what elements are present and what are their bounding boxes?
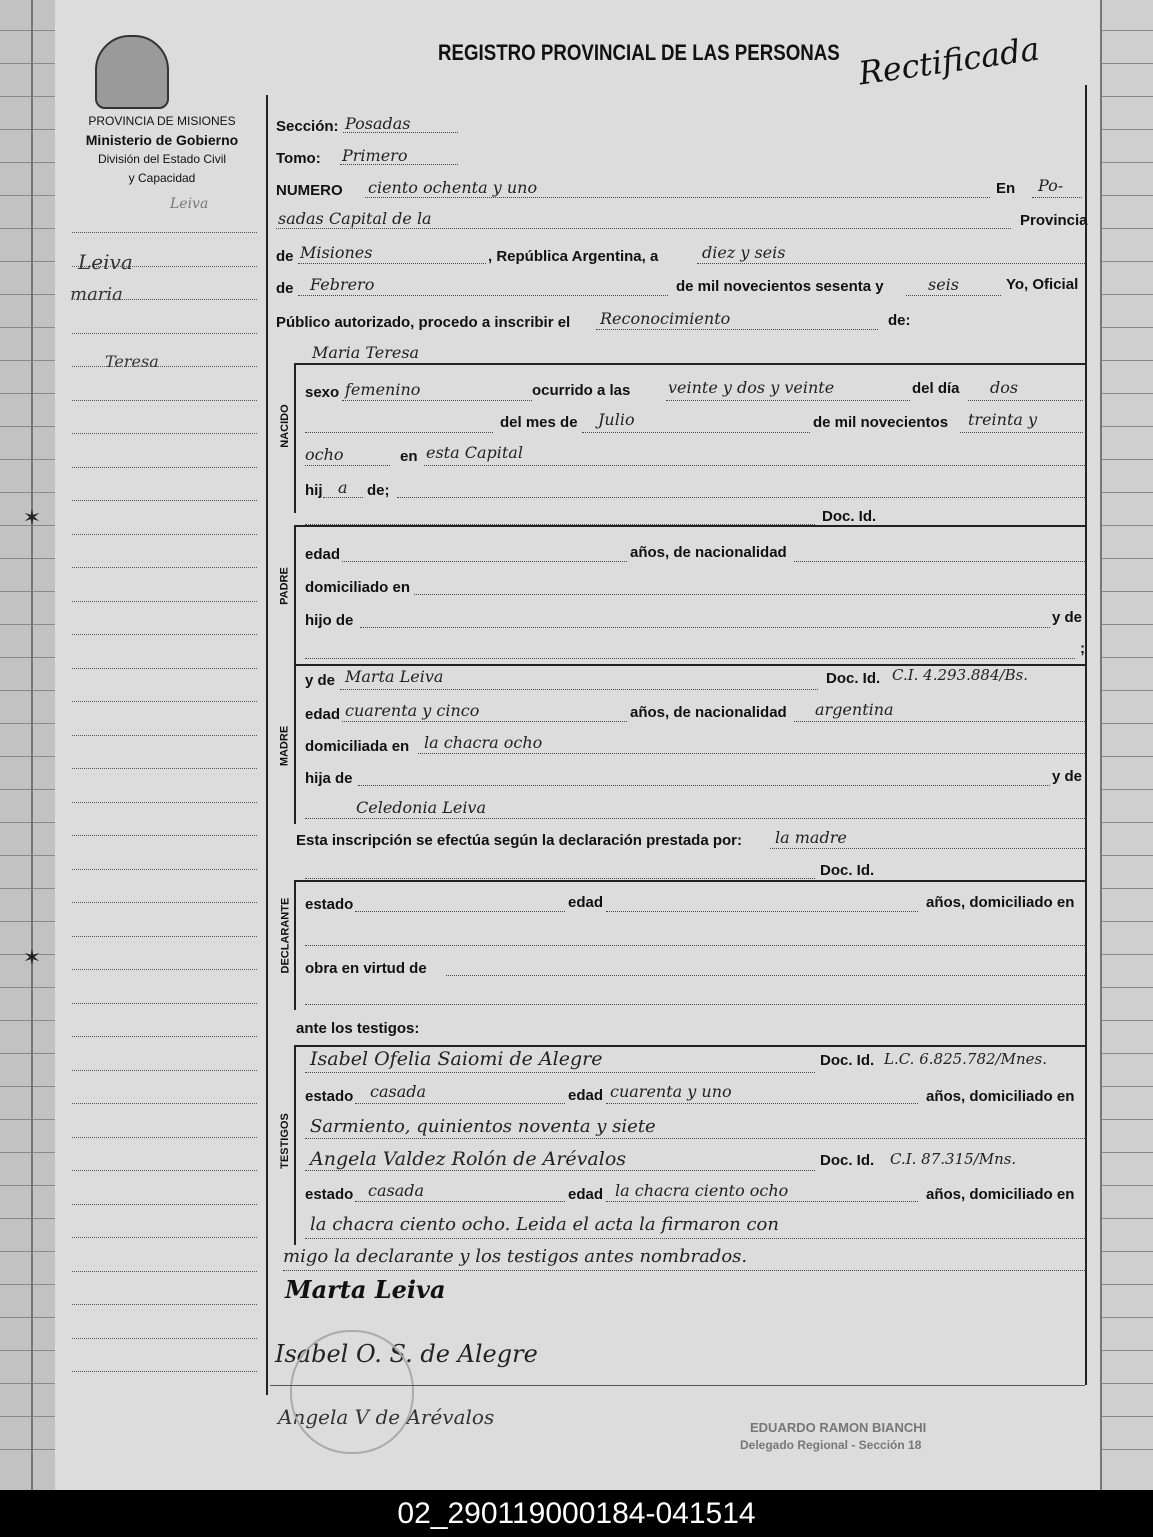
margin-ruled-line bbox=[72, 735, 257, 736]
cierre-linea2: migo la declarante y los testigos antes nombrados. bbox=[283, 1246, 748, 1267]
hijo-de-label: hijo de bbox=[305, 612, 354, 629]
margin-ruled-line bbox=[72, 668, 257, 669]
numero-label: NUMERO bbox=[276, 182, 343, 199]
madre-edad-value: cuarenta y cinco bbox=[345, 701, 480, 720]
margin-ruled-line bbox=[72, 433, 257, 434]
tomo-label: Tomo: bbox=[276, 150, 321, 167]
hij-label: hij bbox=[305, 482, 323, 499]
facing-page-ruled-line bbox=[1102, 195, 1153, 196]
margin-ruled-line bbox=[72, 601, 257, 602]
firma-testigo1: Isabel O. S. de Alegre bbox=[275, 1340, 538, 1368]
facing-page-ruled-line bbox=[1102, 888, 1153, 889]
margin-ruled-line bbox=[72, 869, 257, 870]
org-line: PROVINCIA DE MISIONES bbox=[88, 114, 236, 128]
facing-page-ruled-line bbox=[1102, 1449, 1153, 1450]
mil-nacido-label: de mil novecientos bbox=[813, 414, 949, 431]
margin-ruled-line bbox=[72, 802, 257, 803]
numero-value: ciento ochenta y uno bbox=[368, 178, 538, 197]
margin-ruled-line bbox=[72, 567, 257, 568]
testigo2-edad-value: la chacra ciento ocho bbox=[615, 1181, 789, 1200]
edad-testigo1-label: edad bbox=[568, 1087, 604, 1104]
margin-note: maria bbox=[70, 284, 123, 305]
facing-page-ruled-line bbox=[1102, 30, 1153, 31]
margin-ruled-line bbox=[72, 1204, 257, 1205]
margin-note: Teresa bbox=[105, 352, 159, 371]
testigo1-doc-value: L.C. 6.825.782/Mnes. bbox=[884, 1050, 1047, 1068]
right-page-edge bbox=[1100, 0, 1153, 1490]
column-divider bbox=[266, 95, 268, 1395]
seccion-testigos-label: TESTIGOS bbox=[279, 1113, 291, 1169]
facing-page-ruled-line bbox=[1102, 822, 1153, 823]
testigo2-doc-value: C.I. 87.315/Mns. bbox=[890, 1150, 1017, 1168]
provincia-label: Provincia bbox=[1020, 212, 1088, 229]
facing-page-ruled-line bbox=[1102, 954, 1153, 955]
provincial-seal-icon bbox=[95, 35, 169, 109]
margin-note: Leiva bbox=[170, 196, 209, 212]
margin-ruled-line bbox=[72, 1070, 257, 1071]
madre-domicilio-value: la chacra ocho bbox=[424, 733, 543, 752]
madre-nombre-value: Marta Leiva bbox=[345, 667, 444, 686]
sexo-label: sexo bbox=[305, 384, 340, 401]
facing-page-ruled-line bbox=[1102, 261, 1153, 262]
facing-page-ruled-line bbox=[1102, 1284, 1153, 1285]
republica-label: , República Argentina, a bbox=[488, 248, 659, 265]
doc-id-testigo1-label: Doc. Id. bbox=[820, 1052, 875, 1069]
doc-id-label: Doc. Id. bbox=[822, 508, 877, 525]
doc-id-madre-label: Doc. Id. bbox=[826, 670, 881, 687]
scan-id-footer: 02_290119000184-041514 bbox=[0, 1490, 1153, 1537]
stitch-icon: ✶ bbox=[22, 945, 42, 970]
org-line: División del Estado Civil bbox=[97, 152, 227, 166]
facing-page-ruled-line bbox=[1102, 294, 1153, 295]
declaracion-label: Esta inscripción se efectúa según la declaración prestada por: bbox=[296, 832, 742, 849]
domicilio-madre-label: domiciliada en bbox=[305, 738, 410, 755]
yo-oficial-label: Yo, Oficial bbox=[1006, 276, 1079, 293]
facing-page-ruled-line bbox=[1102, 657, 1153, 658]
margin-ruled-line bbox=[72, 1304, 257, 1305]
edad-padre-label: edad bbox=[305, 546, 341, 563]
margin-ruled-line bbox=[72, 969, 257, 970]
seccion-madre-label: MADRE bbox=[278, 725, 291, 767]
semicolon: ; bbox=[1080, 640, 1085, 657]
margin-ruled-line bbox=[72, 534, 257, 535]
facing-page-ruled-line bbox=[1102, 1020, 1153, 1021]
ante-testigos-label: ante los testigos: bbox=[296, 1020, 420, 1037]
dia-value: dos bbox=[990, 378, 1019, 397]
hij-suffix-value: a bbox=[338, 478, 348, 497]
anios-testigo2-label: años, domiciliado en bbox=[926, 1186, 1075, 1203]
stitch-icon: ✶ bbox=[22, 505, 42, 530]
facing-page-ruled-line bbox=[1102, 360, 1153, 361]
provincia-value: Misiones bbox=[300, 243, 373, 262]
edad-declarante-label: edad bbox=[568, 894, 604, 911]
facing-page-ruled-line bbox=[1102, 624, 1153, 625]
facing-page-ruled-line bbox=[1102, 96, 1153, 97]
estado-testigo1-label: estado bbox=[305, 1088, 354, 1105]
nombre-inscripto: Maria Teresa bbox=[312, 343, 420, 362]
org-line: y Capacidad bbox=[128, 171, 196, 185]
domicilio-padre-label: domiciliado en bbox=[305, 579, 411, 596]
page-title: REGISTRO PROVINCIAL DE LAS PERSONAS bbox=[438, 40, 840, 65]
y-de-madre2-label: y de bbox=[1052, 768, 1083, 785]
margin-ruled-line bbox=[72, 902, 257, 903]
seccion-nacido-label: NACIDO bbox=[279, 404, 291, 448]
margin-ruled-line bbox=[72, 467, 257, 468]
mil-label: de mil novecientos sesenta y bbox=[676, 278, 884, 295]
facing-page-ruled-line bbox=[1102, 1119, 1153, 1120]
edad-madre-label: edad bbox=[305, 706, 341, 723]
anio-cont-value: ocho bbox=[305, 445, 344, 464]
right-border bbox=[1085, 85, 1087, 1385]
org-block bbox=[62, 112, 262, 188]
de-colon-label: de: bbox=[888, 312, 911, 329]
firma-testigo2: Angela V de Arévalos bbox=[278, 1405, 495, 1429]
margin-ruled-line bbox=[72, 634, 257, 635]
facing-page-ruled-line bbox=[1102, 1218, 1153, 1219]
fecha-mes-value: Febrero bbox=[310, 275, 375, 294]
testigo1-domicilio-value: Sarmiento, quinientos noventa y siete bbox=[310, 1116, 656, 1137]
margin-ruled-line bbox=[72, 1003, 257, 1004]
de-padres-label: de; bbox=[367, 482, 390, 499]
mes-value: Julio bbox=[598, 410, 635, 429]
facing-page-ruled-line bbox=[1102, 1251, 1153, 1252]
facing-page-ruled-line bbox=[1102, 756, 1153, 757]
facing-page-ruled-line bbox=[1102, 1350, 1153, 1351]
margin-ruled-line bbox=[72, 701, 257, 702]
facing-page-ruled-line bbox=[1102, 129, 1153, 130]
estado-declarante-label: estado bbox=[305, 896, 354, 913]
facing-page-ruled-line bbox=[1102, 459, 1153, 460]
acto-value: Reconocimiento bbox=[600, 309, 731, 328]
margin-ruled-line bbox=[72, 500, 257, 501]
margin-ruled-line bbox=[72, 232, 257, 233]
anios-testigo1-label: años, domiciliado en bbox=[926, 1088, 1075, 1105]
margin-ruled-line bbox=[72, 835, 257, 836]
en-value: Po- bbox=[1038, 176, 1064, 195]
facing-page-ruled-line bbox=[1102, 228, 1153, 229]
sexo-value: femenino bbox=[345, 380, 421, 399]
margin-ruled-line bbox=[72, 1338, 257, 1339]
margin-ruled-line bbox=[72, 299, 257, 300]
madre-doc-value: C.I. 4.293.884/Bs. bbox=[892, 666, 1029, 684]
anios-declarante-label: años, domiciliado en bbox=[926, 894, 1075, 911]
edad-testigo2-label: edad bbox=[568, 1186, 604, 1203]
facing-page-ruled-line bbox=[1102, 558, 1153, 559]
seccion-label: Sección: bbox=[276, 118, 339, 135]
testigo1-edad-value: cuarenta y uno bbox=[610, 1082, 732, 1101]
testigo1-nombre-value: Isabel Ofelia Saiomi de Alegre bbox=[310, 1048, 603, 1070]
en-nacido-label: en bbox=[400, 448, 418, 465]
sello-circular-icon bbox=[290, 1330, 414, 1454]
facing-page-ruled-line bbox=[1102, 1317, 1153, 1318]
fecha-dia-value: diez y seis bbox=[702, 243, 786, 262]
facing-page-ruled-line bbox=[1102, 1416, 1153, 1417]
y-de-madre-label: y de bbox=[305, 672, 336, 689]
declaracion-value: la madre bbox=[775, 828, 847, 847]
facing-page-ruled-line bbox=[1102, 426, 1153, 427]
facing-page-ruled-line bbox=[1102, 723, 1153, 724]
facing-page-ruled-line bbox=[1102, 690, 1153, 691]
facing-page-ruled-line bbox=[1102, 393, 1153, 394]
cierre-linea1: la chacra ciento ocho. Leida el acta la firmaron con bbox=[310, 1214, 779, 1235]
facing-page-ruled-line bbox=[1102, 162, 1153, 163]
fecha-anio-value: seis bbox=[928, 275, 960, 294]
facing-page-ruled-line bbox=[1102, 327, 1153, 328]
facing-page-ruled-line bbox=[1102, 987, 1153, 988]
ocurrido-label: ocurrido a las bbox=[532, 382, 631, 399]
margin-ruled-line bbox=[72, 400, 257, 401]
seccion-padre-label: PADRE bbox=[278, 567, 291, 605]
seccion-value: Posadas bbox=[345, 114, 411, 133]
facing-page-ruled-line bbox=[1102, 492, 1153, 493]
facing-page-ruled-line bbox=[1102, 63, 1153, 64]
margin-ruled-line bbox=[72, 1137, 257, 1138]
de-label: de bbox=[276, 248, 294, 265]
madre-nacionalidad-value: argentina bbox=[815, 700, 894, 719]
facing-page-ruled-line bbox=[1102, 1383, 1153, 1384]
del-dia-label: del día bbox=[912, 380, 960, 397]
anio-value: treinta y bbox=[968, 410, 1038, 429]
facing-page-ruled-line bbox=[1102, 855, 1153, 856]
facing-page-ruled-line bbox=[1102, 1185, 1153, 1186]
nacionalidad-padre-label: años, de nacionalidad bbox=[630, 544, 787, 561]
margin-ruled-line bbox=[72, 1371, 257, 1372]
margin-note: Leiva bbox=[78, 250, 133, 274]
ciudad-value: sadas Capital de la bbox=[278, 209, 432, 228]
testigo2-nombre-value: Angela Valdez Rolón de Arévalos bbox=[310, 1148, 627, 1170]
margin-ruled-line bbox=[72, 1271, 257, 1272]
testigo1-estado-value: casada bbox=[370, 1082, 427, 1101]
margin-ruled-line bbox=[72, 1103, 257, 1104]
facing-page-ruled-line bbox=[1102, 1086, 1153, 1087]
publico-label: Público autorizado, procedo a inscribir el bbox=[276, 314, 571, 331]
margin-ruled-line bbox=[72, 1036, 257, 1037]
estado-testigo2-label: estado bbox=[305, 1186, 354, 1203]
facing-page-ruled-line bbox=[1102, 591, 1153, 592]
sello-oficial-cargo: Delegado Regional - Sección 18 bbox=[740, 1438, 922, 1452]
testigo2-estado-value: casada bbox=[368, 1181, 425, 1200]
tomo-value: Primero bbox=[342, 146, 408, 165]
hija-de-label: hija de bbox=[305, 770, 353, 787]
mes-label: del mes de bbox=[500, 414, 578, 431]
facing-page-ruled-line bbox=[1102, 921, 1153, 922]
margin-ruled-line bbox=[72, 366, 257, 367]
de-label: de bbox=[276, 280, 294, 297]
margin-ruled-line bbox=[72, 768, 257, 769]
rectificada-annotation: Rectificada bbox=[856, 29, 1042, 93]
margin-ruled-line bbox=[72, 333, 257, 334]
madre-de-value: Celedonia Leiva bbox=[356, 798, 487, 817]
facing-page-ruled-line bbox=[1102, 789, 1153, 790]
en-label: En bbox=[996, 180, 1016, 197]
doc-id-declarante-label: Doc. Id. bbox=[820, 862, 875, 879]
nacionalidad-madre-label: años, de nacionalidad bbox=[630, 704, 787, 721]
lugar-nacimiento-value: esta Capital bbox=[426, 443, 523, 462]
facing-page-ruled-line bbox=[1102, 525, 1153, 526]
margin-ruled-line bbox=[72, 266, 257, 267]
hora-value: veinte y dos y veinte bbox=[668, 378, 835, 397]
margin-ruled-line bbox=[72, 936, 257, 937]
margin-ruled-line bbox=[72, 1170, 257, 1171]
firma-declarante: Marta Leiva bbox=[285, 1275, 446, 1304]
sello-oficial-nombre: EDUARDO RAMON BIANCHI bbox=[750, 1420, 927, 1435]
y-de-padre-label: y de bbox=[1052, 609, 1083, 626]
binding-thread bbox=[22, 0, 42, 1490]
doc-id-testigo2-label: Doc. Id. bbox=[820, 1152, 875, 1169]
margin-ruled-line bbox=[72, 1237, 257, 1238]
facing-page-ruled-line bbox=[1102, 1152, 1153, 1153]
org-line: Ministerio de Gobierno bbox=[85, 132, 239, 148]
obra-label: obra en virtud de bbox=[305, 960, 427, 977]
facing-page-ruled-line bbox=[1102, 1053, 1153, 1054]
seccion-declarante-label: DECLARANTE bbox=[279, 897, 292, 974]
